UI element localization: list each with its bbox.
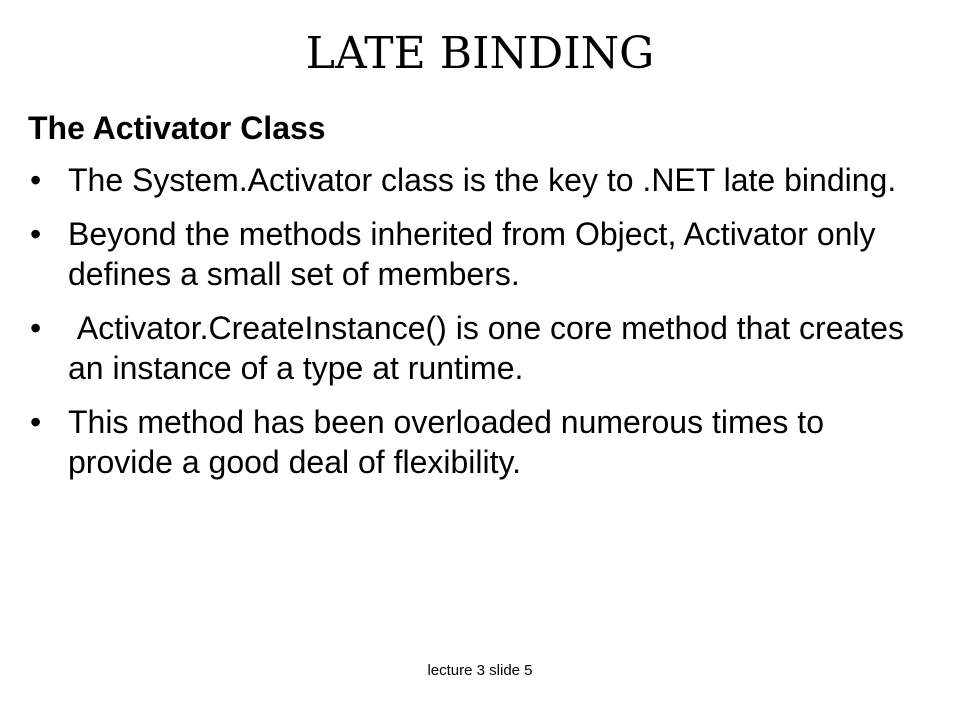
bullet-icon: • (30, 162, 42, 198)
bullet-text: Beyond the methods inherited from Object, Activator only defines a small set of members. (68, 216, 876, 292)
bullet-item (28, 402, 928, 482)
bullet-list (28, 160, 928, 496)
bullet-icon: • (30, 404, 42, 440)
bullet-text: Activator.CreateInstance() is one core method that creates an instance of a type at runtime. (68, 310, 913, 386)
bullet-text: This method has been overloaded numerous times to provide a good deal of flexibility. (68, 404, 824, 480)
bullet-item (28, 214, 928, 294)
bullet-text: The System.Activator class is the key to .NET late binding. (68, 162, 897, 198)
bullet-icon: • (30, 310, 42, 346)
slide-footer: lecture 3 slide 5 (427, 662, 533, 679)
bullet-icon: • (30, 216, 42, 252)
bullet-item (28, 160, 928, 200)
slide-title: LATE BINDING (305, 28, 655, 79)
bullet-item (28, 308, 928, 388)
slide-subtitle: The Activator Class (28, 110, 326, 146)
